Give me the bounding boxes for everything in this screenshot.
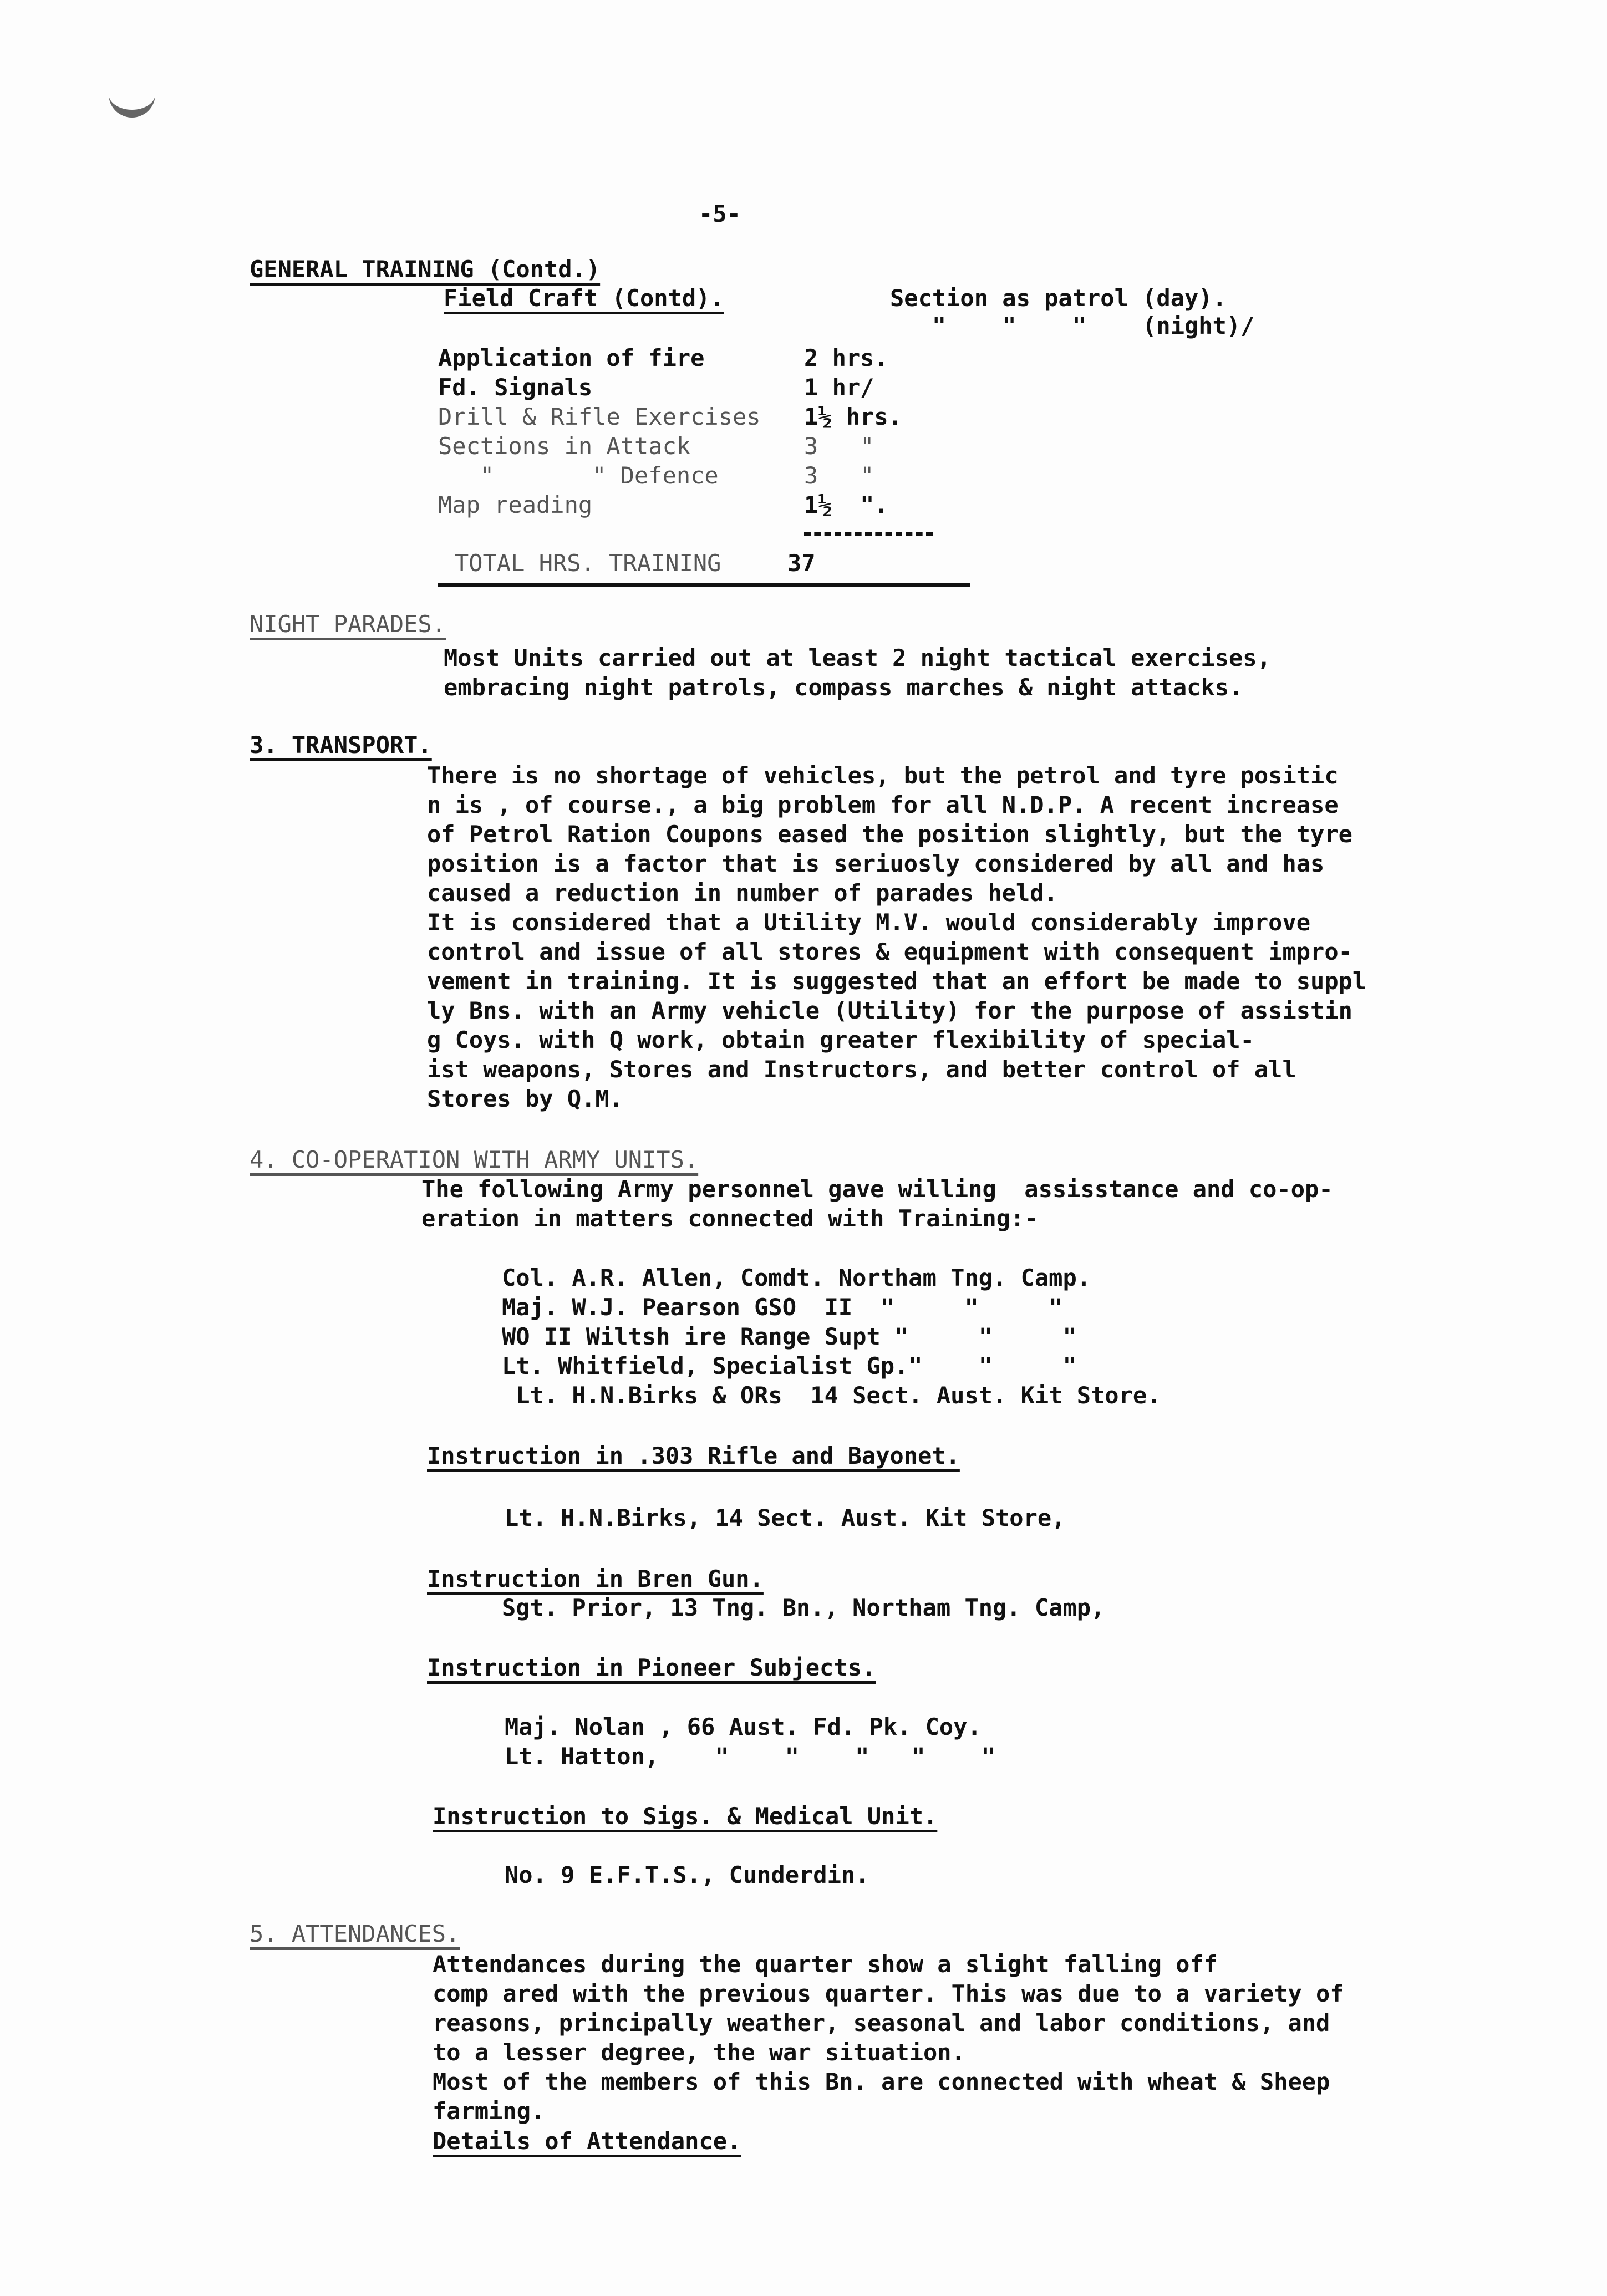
total-hours-value: 37 [787, 549, 816, 577]
night-parades-text: Most Units carried out at least 2 night tactical exercises, embracing night patrols, compass marches & night attacks. [444, 644, 1271, 701]
attendance-details-heading: Details of Attendance. [433, 2127, 741, 2155]
training-row-hours: 1 hr/ [804, 374, 874, 401]
training-row-label: Drill & Rifle Exercises [438, 403, 761, 430]
co-operation-personnel-list: Col. A.R. Allen, Comdt. Northam Tng. Camp. Maj. W.J. Pearson GSO II " " " WO II Wiltsh ire Range Supt " " " Lt. Whitfield, Specialist Gp." " " Lt. H.N.Birks & ORs 14 Sect. Aust. Kit Store. [502, 1264, 1161, 1409]
instruction-heading-bren-gun: Instruction in Bren Gun. [427, 1565, 764, 1592]
training-row-label: Application of fire [438, 344, 705, 371]
instruction-detail-bren-gun: Sgt. Prior, 13 Tng. Bn., Northam Tng. Camp, [502, 1594, 1105, 1621]
instruction-heading-rifle: Instruction in .303 Rifle and Bayonet. [427, 1442, 960, 1469]
training-row-label: Fd. Signals [438, 374, 593, 401]
training-row-hours: 1½ ". [804, 491, 888, 518]
section-heading-transport: 3. TRANSPORT. [250, 731, 432, 758]
field-craft-item-1: Section as patrol (day). [890, 284, 1227, 312]
section-heading-attendance: 5. ATTENDANCES. [250, 1920, 460, 1947]
training-row-label: " " Defence [438, 462, 719, 489]
training-row-hours: 1½ hrs. [804, 403, 903, 430]
training-row-hours: 3 " [804, 432, 874, 460]
training-row-label: Map reading [438, 491, 593, 518]
total-divider [804, 532, 933, 539]
instruction-detail-rifle: Lt. H.N.Birks, 14 Sect. Aust. Kit Store, [505, 1504, 1066, 1531]
section-heading-general-training: GENERAL TRAINING (Contd.) [250, 256, 601, 283]
training-row-label: Sections in Attack [438, 432, 691, 460]
subheading-field-craft: Field Craft (Contd). [444, 284, 724, 312]
section-heading-co-operation: 4. CO-OPERATION WITH ARMY UNITS. [250, 1146, 699, 1173]
total-underline [438, 583, 970, 587]
field-craft-item-2: " " " (night)/ [890, 312, 1255, 339]
instruction-heading-pioneer: Instruction in Pioneer Subjects. [427, 1654, 876, 1681]
training-row-hours: 2 hrs. [804, 344, 888, 371]
punch-hole-mark [109, 73, 155, 118]
training-row-hours: 3 " [804, 462, 874, 489]
co-operation-intro: The following Army personnel gave willing assisstance and co-op- eration in matters connected with Training:- [421, 1175, 1333, 1232]
attendance-text: Attendances during the quarter show a slight falling off comp ared with the previous quarter. This was due to a variety of reasons, principally weather, seasonal and labor conditions, and to a lesser degree, the war situation. Most of the members of this Bn. are connected with wheat & Sheep farming. [433, 1951, 1344, 2125]
instruction-detail-sigs-medical: No. 9 E.F.T.S., Cunderdin. [505, 1861, 869, 1888]
transport-text: There is no shortage of vehicles, but the petrol and tyre positic n is , of course., a big problem for all N.D.P. A recent increase of Petrol Ration Coupons eased the position slightly, but the tyre position is a factor that is seriuosly considered by all and has caused a reduction in number of parades held. It is considered that a Utility M.V. would considerably improve control and issue of all stores & equipment with consequent impro- vement in training. It is suggested that an effort be made to suppl ly Bns. with an Army vehicle (Utility) for the purpose of assistin g Coys. with Q work, obtain greater flexibility of special- ist weapons, Stores and Instructors, and better control of all Stores by Q.M. [427, 762, 1367, 1112]
instruction-detail-pioneer: Maj. Nolan , 66 Aust. Fd. Pk. Coy. Lt. Hatton, " " " " " [505, 1713, 996, 1770]
page-number: -5- [699, 200, 741, 227]
instruction-heading-sigs-medical: Instruction to Sigs. & Medical Unit. [433, 1803, 938, 1830]
section-heading-night-parades: NIGHT PARADES. [250, 610, 446, 638]
total-hours-label: TOTAL HRS. TRAINING [455, 549, 721, 577]
